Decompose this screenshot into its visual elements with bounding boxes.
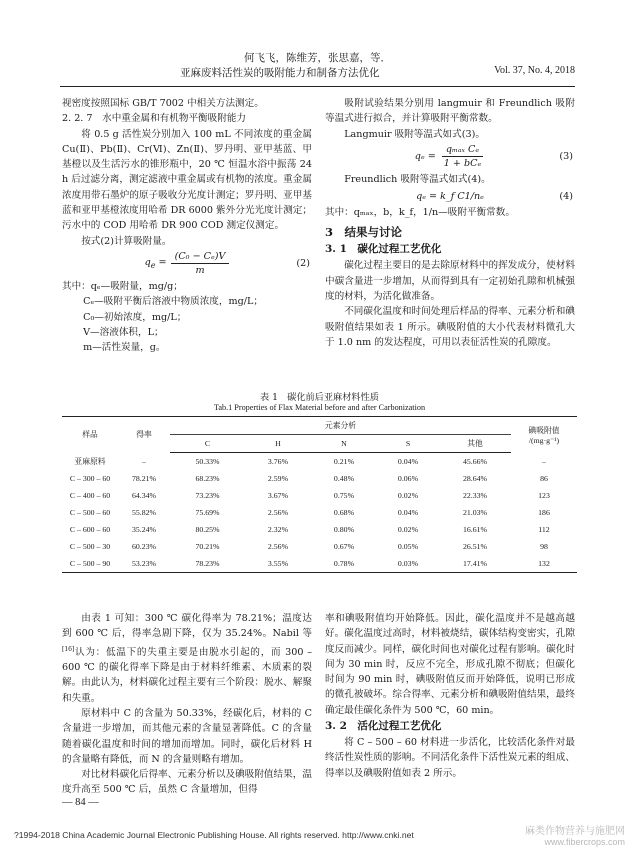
header-element: H [245,435,311,453]
value-cell: 28.64% [462,474,488,483]
upper-right-column [325,96,575,350]
value-cell: 3.55% [245,555,311,573]
properties-table [62,416,577,573]
symbol-definition: V—溶液体积，L； [83,326,164,338]
value-cell: 2.59% [267,474,289,483]
watermark-url: www.fibercrops.com [544,837,625,847]
sample-cell: C – 300 – 60 [69,474,111,483]
paragraph: 率和碘吸附值均开始降低。因此，碳化温度并不是越高越好。碳化温度过高时，材料被烧结，碳体结构变密实，孔隙度反而减少。同样，碳化时间也对碳化过程有影响。碳化时间为 30 min 时，反应不完全，形成孔隙不彻底；但碳化时间为 90 min 时，碘吸附值反而开始降低，说明已形成的微孔被破坏。综合得率、元素分析和碘吸附值结果，最终确定最佳碳化条件为 500 ℃，60 min。 [325,613,575,716]
value-cell: 16.61% [462,525,488,534]
value-cell: 21.03% [462,508,488,517]
value-cell: 0.06% [397,474,419,483]
value-cell: 0.75% [333,491,355,500]
value-cell: 50.33% [195,457,220,466]
value-cell: 55.82% [131,508,157,517]
value-cell: 45.66% [462,457,488,466]
value-cell: 0.02% [397,525,419,534]
denominator: 1 + bCₑ [443,158,482,170]
lower-right-column [325,611,575,781]
paragraph: 不同碳化温度和时间处理后样品的得率、元素分析和碘吸附值结果如表 1 所示。碘吸附值的大小代表材料微孔大于 1.0 nm 的发达程度，可用以表征活性炭的孔隙度。 [325,306,575,348]
value-cell: 2.32% [267,525,289,534]
value-cell: 112 [538,525,550,534]
header-elemental-analysis: 元素分析 [170,417,511,435]
value-cell: 98 [540,542,548,551]
value-cell: 75.69% [195,508,220,517]
value-cell: 0.04% [397,508,419,517]
header-element: N [311,435,377,453]
section-3-2-heading: 3. 2 活化过程工艺优化 [325,720,442,733]
header-authors: 何飞飞，陈维芳，张思嘉，等． [244,52,391,64]
lower-left-column [62,611,312,798]
equation-fraction [440,143,485,170]
value-cell: 186 [538,508,550,517]
table-caption-english: Tab.1 Properties of Flax Material before and after Carbonization [213,403,426,412]
table-row [62,470,577,487]
equation-fraction [171,250,230,277]
equation-number: (3) [559,151,573,163]
value-cell: 86 [540,474,548,483]
copyright-line: ?1994-2018 China Academic Journal Electronic Publishing House. All rights reserved. http://www.cnki.net [14,830,414,840]
numerator: (C₀ − Cₑ)V [171,250,230,264]
paragraph: 将 C – 500 – 60 材料进一步活化，比较活化条件对最终活性炭性质的影响。不同活化条件下活性炭元素的组成、得率以及碘吸附值如表 2 所示。 [325,737,575,779]
value-cell: 53.23% [118,555,170,573]
value-cell: 78.21% [131,474,157,483]
sample-cell: 亚麻原料 [74,456,106,466]
value-cell: 0.04% [397,457,419,466]
equation-lhs: $q_e$ = [144,256,167,270]
sample-cell: C – 500 – 30 [69,542,111,551]
value-cell: 0.68% [333,508,355,517]
table-row [62,504,577,521]
watermark [500,822,625,847]
value-cell: 60.23% [131,542,157,551]
header-sample: 样品 [62,417,118,453]
value-cell: – [542,456,546,466]
value-cell: 78.23% [170,555,245,573]
table-row [62,555,577,573]
value-cell: 2.56% [267,542,289,551]
symbol-definition: m—活性炭量，g。 [83,342,166,354]
value-cell: 0.03% [377,555,439,573]
sample-cell: C – 400 – 60 [69,491,111,500]
equation-body: qₑ = k_f C1/nₑ [416,190,484,202]
value-cell: 3.67% [267,491,289,500]
header-title: 亚麻废料活性炭的吸附能力和制备方法优化 [180,67,380,79]
section-3-heading: 3 结果与讨论 [325,225,403,240]
paragraph: 原材料中 C 的含量为 50.33%，经碳化后，材料的 C 含量进一步增加，而其他元素的含量显著降低。C 的含量随着碳化温度和时间的增加而增加。同时，碳化后材料 H 的含量略有降低，而 N 的含量则略有增加。 [62,707,312,765]
header-element: S [377,435,439,453]
value-cell: 0.48% [333,474,355,483]
value-cell: 26.51% [462,542,488,551]
value-cell: 68.23% [195,474,220,483]
table-row [62,487,577,504]
value-cell: 35.24% [131,525,157,534]
symbol-definition: Cₑ—吸附平衡后溶液中物质浓度，mg/L； [83,296,263,308]
value-cell: 64.34% [131,491,157,500]
table-caption: 表 1 碳化前后亚麻材料性质 [259,392,379,403]
equation-lhs: qₑ = [414,151,436,163]
value-cell: 123 [538,491,550,500]
denominator: m [195,265,205,277]
value-cell: 3.76% [267,457,289,466]
value-cell: 17.41% [439,555,511,573]
value-cell: 132 [511,555,577,573]
symbol-definition: C₀—初始浓度，mg/L； [83,311,187,323]
sample-cell: C – 500 – 60 [69,508,111,517]
table-row [62,453,577,471]
upper-left-column [62,96,312,355]
table-row [62,521,577,538]
value-cell: – [142,456,146,466]
page-number: — 84 — [62,797,99,808]
value-cell: 73.23% [195,491,220,500]
paragraph: 由表 1 可知：300 ℃ 碳化得率为 78.21%；温度达到 600 ℃ 后，得率急剧下降，仅为 35.24%。Nabil 等[16]认为：低温下的失重主要是由脱水引起的，而 300 – 600 ℃ 的碳化得率下降是由于材料纤维素、木质素的裂解。由此认为，材料碳化过程主要有三个阶段：脱水、解聚和失重。 [62,613,312,704]
watermark-name: 麻类作物营养与施肥网 [525,826,625,837]
equation-3 [325,142,575,172]
paragraph: 吸附试验结果分别用 langmuir 和 Freundlich 吸附等温式进行拟合，并计算吸附平衡常数。 [325,98,575,125]
value-cell: 0.21% [333,457,355,466]
numerator: qₘₐₓ Cₑ [442,143,483,157]
value-cell: 80.25% [195,525,220,534]
equation-2 [62,249,312,279]
value-cell: 70.21% [195,542,220,551]
symbol-definition: 其中：qₘₐₓ，b，k_f，1/n—吸附平衡常数。 [325,207,515,219]
header-element: C [170,435,245,453]
header-yield: 得率 [118,417,170,453]
section-2-2-7-heading: 2. 2. 7 水中重金属和有机物平衡吸附能力 [62,113,247,125]
citation: [16] [62,645,75,653]
value-cell: 0.02% [397,491,419,500]
equation-number: (2) [296,258,310,270]
header-rule [60,86,575,87]
value-cell: 2.56% [267,508,289,517]
value-cell: 0.80% [333,525,355,534]
value-cell: 22.33% [462,491,488,500]
table-row [62,538,577,555]
table-body [62,453,577,573]
symbol-definition: 其中：qₑ—吸附量，mg/g； [62,280,183,292]
paragraph: 视密度按照国标 GB/T 7002 中相关方法测定。 [62,98,264,109]
paragraph: 按式(2)计算吸附量。 [81,235,172,247]
value-cell: 0.78% [311,555,377,573]
sample-cell: C – 600 – 60 [69,525,111,534]
running-header [60,50,575,84]
value-cell: 0.05% [397,542,419,551]
equation-4 [325,187,575,205]
paragraph: Freundlich 吸附等温式如式(4)。 [344,173,491,185]
section-3-1-heading: 3. 1 碳化过程工艺优化 [325,243,442,256]
paragraph: 碳化过程主要目的是去除原材料中的挥发成分，使材料中碳含量进一步增加，从而得到具有一定初始孔隙和机械强度的材料，为活化做准备。 [325,260,575,303]
header-element: 其他 [439,435,511,453]
sample-cell: C – 500 – 90 [62,555,118,573]
paragraph: Langmuir 吸附等温式如式(3)。 [344,128,485,140]
header-iodine: 碘吸附值 /(mg·g⁻¹) [511,417,577,453]
equation-number: (4) [559,190,573,202]
header-volume: Vol. 37, No. 4, 2018 [494,65,575,76]
paragraph: 将 0.5 g 活性炭分别加入 100 mL 不同浓度的重金属 Cu(Ⅱ)、Pb(Ⅱ)、Cr(Ⅵ)、Zn(Ⅱ)、罗丹明、亚甲基蓝、甲基橙以及生活污水的锥形瓶中，20 ℃ 恒温水浴中振荡 24 h 后过滤分离，测定滤液中重金属或有机物的浓度。重金属浓度用带石墨炉的原子吸收分光度计测定；罗丹明、亚甲基蓝和亚甲基橙浓度用哈希 DR 6000 紫外分光光度计测定；污水中的 COD 用哈希 DR 900 COD 测定仪测定。 [62,128,312,232]
value-cell: 0.67% [333,542,355,551]
paragraph: 对比材料碳化后得率、元素分析以及碘吸附值结果，温度升高至 500 ℃ 后，虽然 C 含量增加，但得 [62,769,312,796]
